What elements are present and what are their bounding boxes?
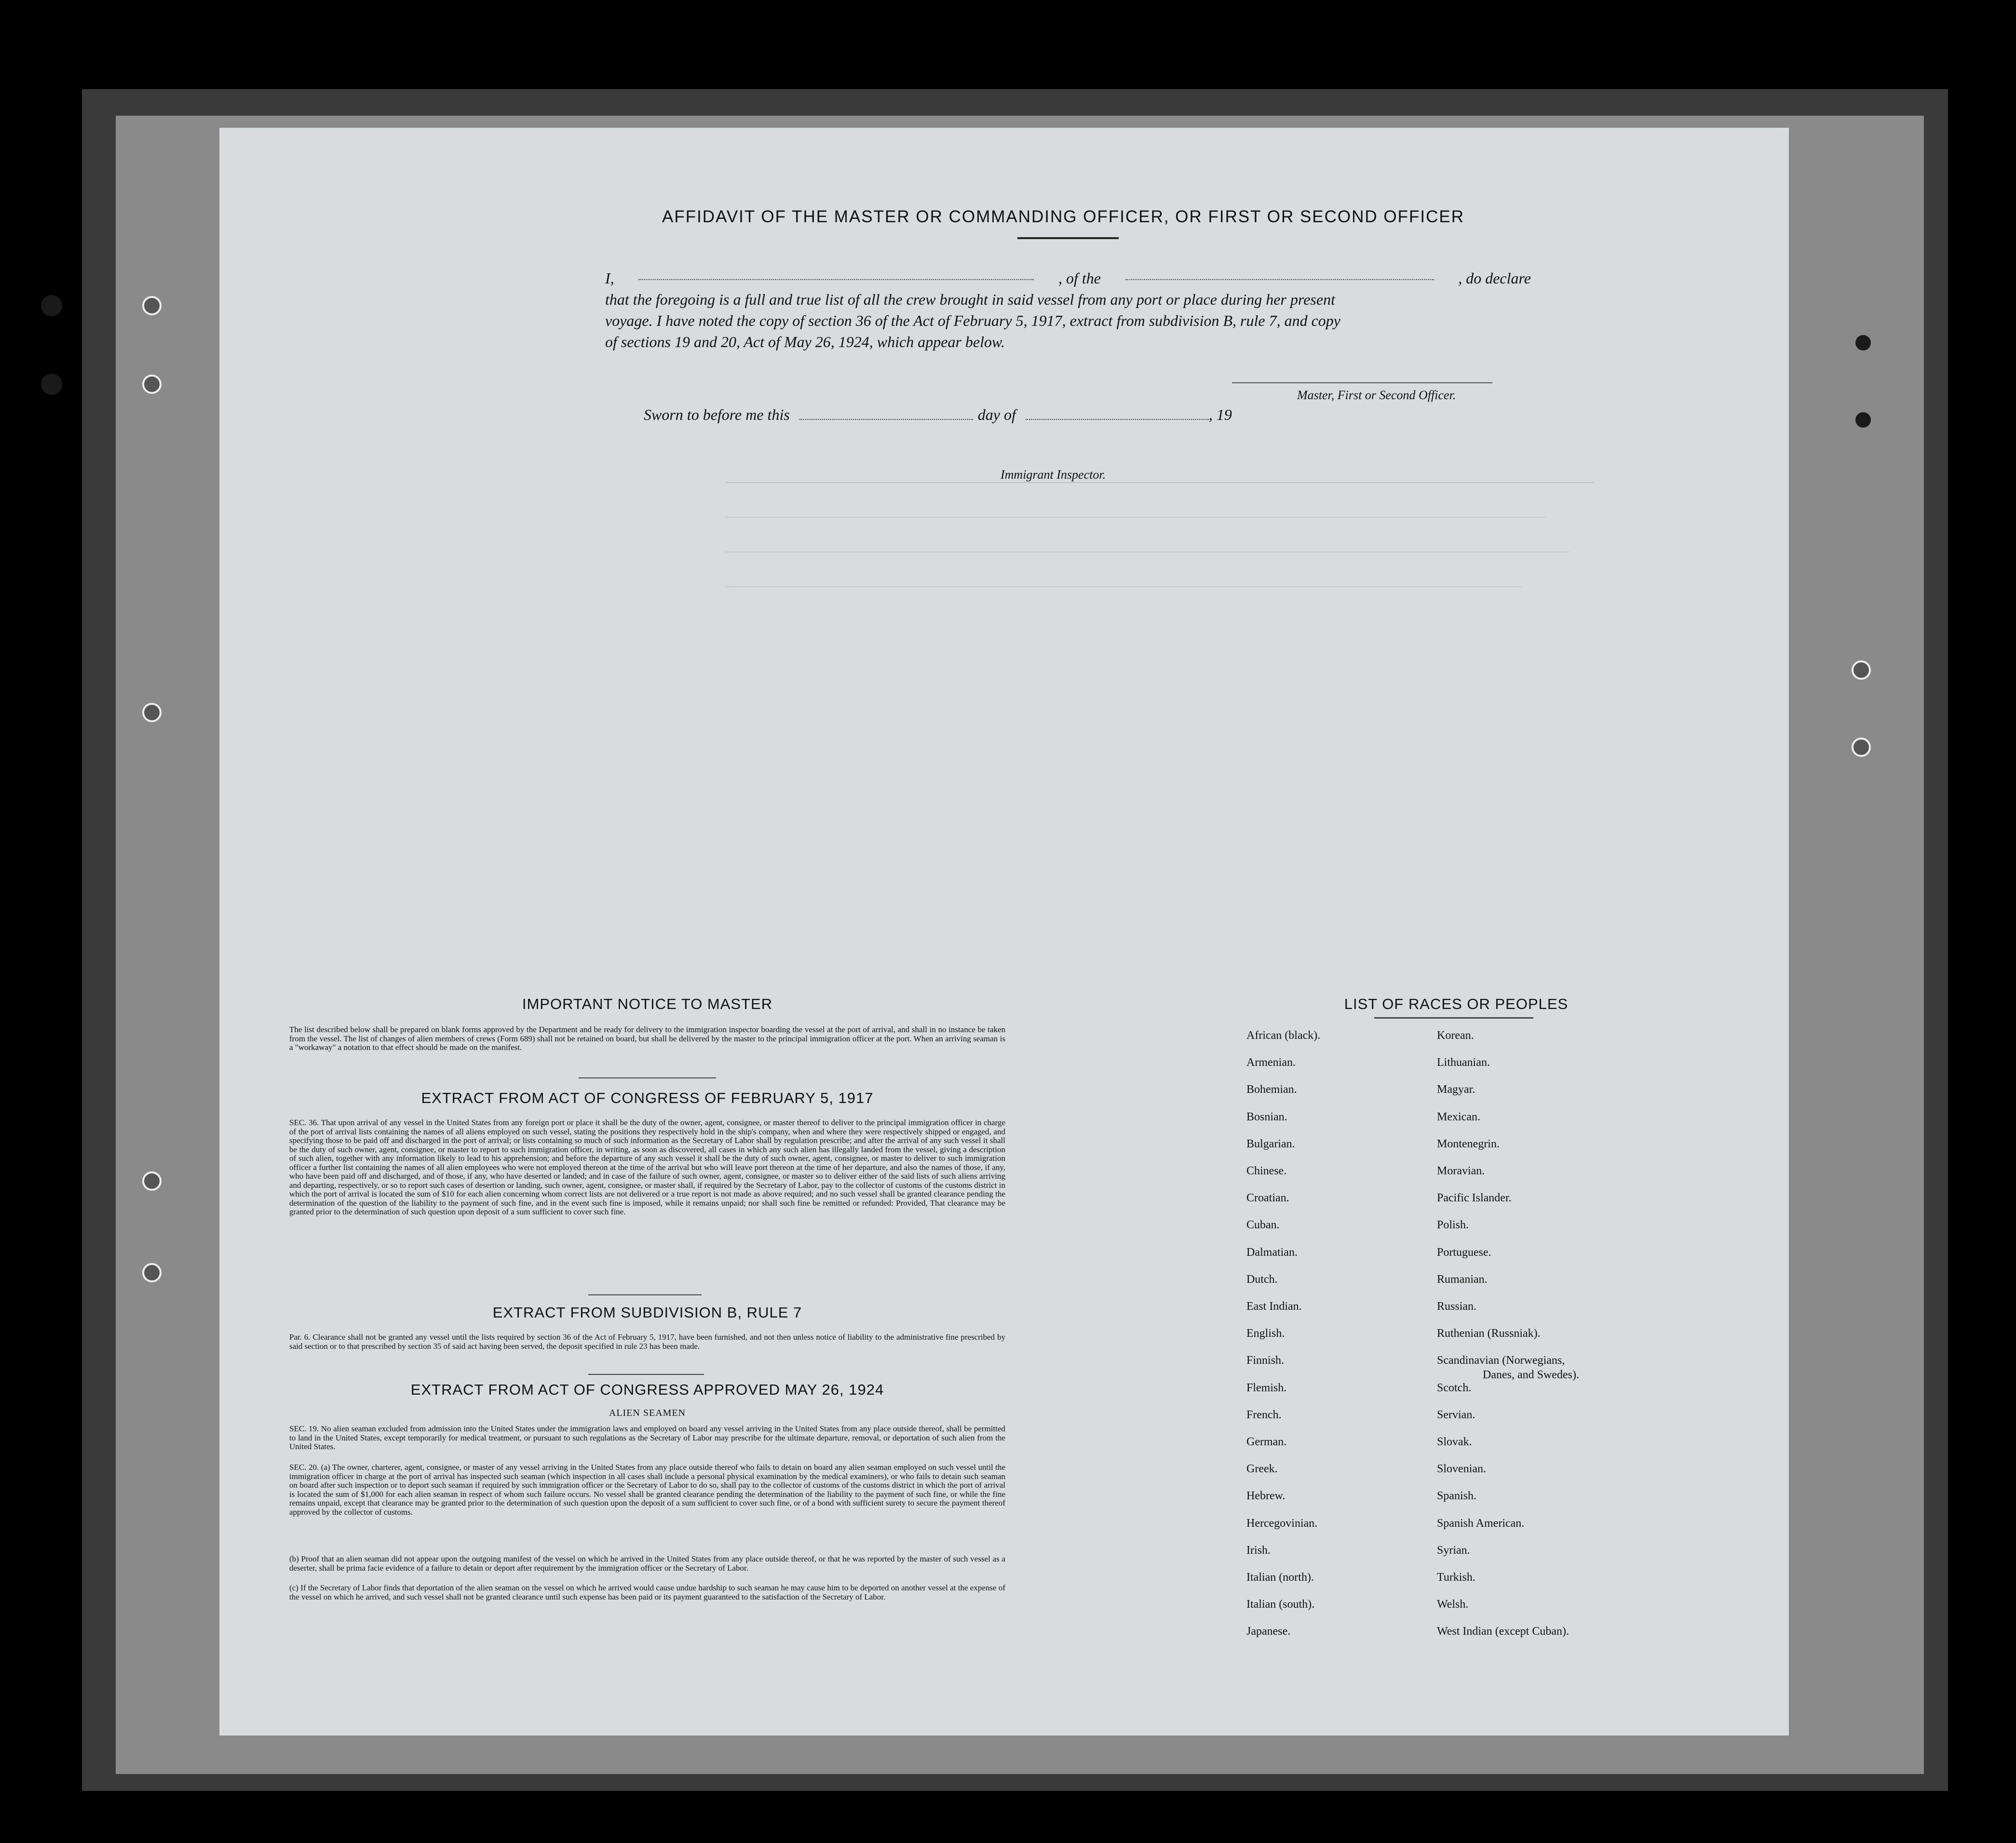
declaration-text [605,268,1531,352]
extract-1924-sec20b: (b) Proof that an alien seaman did not appear upon the outgoing manifest of the vessel on which he arrived in the United States from any place outside thereof, or that he was reported by the master of such vessel as a deserter, shall be prima facie evidence of a failure to detain or deport after requirement by the immigration officer or the Secretary of Labor. [289,1554,1005,1573]
race-item: Ruthenian (Russniak). [1437,1327,1541,1340]
notice-title: IMPORTANT NOTICE TO MASTER [522,995,773,1012]
race-item: Portuguese. [1437,1246,1491,1259]
declaration-line-1 [605,268,1531,289]
race-item: Cuban. [1246,1219,1280,1232]
race-item: Scotch. [1437,1381,1472,1394]
declaration-i: I, [605,269,614,287]
race-item: Scandinavian (Norwegians, [1437,1354,1565,1367]
race-item: Chinese. [1246,1165,1287,1177]
binder-ring-icon [142,1263,162,1282]
race-item: Dutch. [1246,1273,1278,1286]
extract-rule7-title: EXTRACT FROM SUBDIVISION B, RULE 7 [492,1304,802,1321]
race-item: Montenegrin. [1437,1137,1500,1150]
extract-rule7-body: Par. 6. Clearance shall not be granted any vessel until the lists required by section 36 of the Act of February 5, 1917, have been furnished, and not then unless notice of liability to the administrative fine prescribed by said section or to that prescribed by section 35 of said act having been served, the deposit specified in rule 23 has been made. [289,1332,1005,1351]
sworn-line [644,406,1319,424]
race-item: Russian. [1437,1300,1477,1313]
race-item: Welsh. [1437,1598,1469,1611]
race-item: Moravian. [1437,1165,1485,1177]
race-item: Turkish. [1437,1571,1475,1584]
declaration-do-declare: , do declare [1458,269,1531,287]
binder-hole [1855,335,1871,350]
declaration-line-2: that the foregoing is a full and true list of all the crew brought in said vessel from any port or place during her present [605,291,1335,308]
race-item: Spanish American. [1437,1517,1525,1530]
binder-hole [1855,412,1871,428]
race-item: Spanish. [1437,1490,1477,1503]
race-item: Pacific Islander. [1437,1192,1512,1205]
race-item: Greek. [1246,1463,1278,1476]
race-item: Magyar. [1437,1083,1475,1096]
notice-rule [579,1077,716,1078]
sworn-date-blank [799,407,973,420]
name-blank [638,268,1034,280]
binder-hole [41,295,62,316]
form-page [219,128,1789,1735]
race-item: Italian (north). [1246,1571,1314,1584]
extract-1924-title: EXTRACT FROM ACT OF CONGRESS APPROVED MAY 26, 1924 [410,1381,884,1398]
races-title: LIST OF RACES OR PEOPLES [1344,995,1569,1012]
extract-1924-sec20c: (c) If the Secretary of Labor finds that deportation of the alien seaman on the vessel on which he arrived would cause undue hardship to such seaman he may cause him to be deported on another vessel at the expense of the vessel on which he arrived, and such vessel shall not be granted clearance until such expense has been paid or its payment guaranteed to the satisfaction of the Secretary of Labor. [289,1583,1005,1601]
race-item: Flemish. [1246,1381,1287,1394]
race-item: African (black). [1246,1029,1321,1042]
race-item: Italian (south). [1246,1598,1315,1611]
binder-ring-icon [142,375,162,394]
race-item: Dalmatian. [1246,1246,1298,1259]
race-item: Syrian. [1437,1544,1470,1557]
race-item: Slovak. [1437,1436,1472,1448]
race-item: Irish. [1246,1544,1271,1557]
race-item: Hercegovinian. [1246,1517,1318,1530]
race-item: Lithuanian. [1437,1056,1490,1069]
race-item: French. [1246,1408,1282,1421]
extract-1917-rule [588,1294,702,1295]
race-item: Hebrew. [1246,1490,1285,1503]
affidavit-title: AFFIDAVIT OF THE MASTER OR COMMANDING OFFICER, OR FIRST OR SECOND OFFICER [662,207,1465,226]
race-item: East Indian. [1246,1300,1302,1313]
race-item: Bosnian. [1246,1110,1287,1123]
binder-ring-icon [142,1171,162,1191]
race-item: Danes, and Swedes). [1483,1369,1579,1382]
sworn-text: Sworn to before me this [644,406,790,423]
binder-ring-icon [1852,660,1871,680]
race-item: Polish. [1437,1219,1469,1232]
race-item: Armenian. [1246,1056,1296,1069]
race-item: Mexican. [1437,1110,1480,1123]
declaration-of-the: , of the [1058,269,1101,287]
binder-ring-icon [142,296,162,315]
declaration-line-3: voyage. I have noted the copy of section 36 of the Act of February 5, 1917, extract from subdivision B, rule 7, and copy [605,312,1340,329]
day-of-text: day of [977,406,1016,423]
binder-hole [41,374,62,395]
alien-seamen-subtitle: ALIEN SEAMEN [609,1408,686,1418]
binder-ring-icon [1852,738,1871,757]
race-item: Bulgarian. [1246,1137,1295,1150]
race-item: Japanese. [1246,1625,1291,1638]
bleed-through-marks [726,477,1690,1056]
race-item: Croatian. [1246,1192,1289,1205]
notice-body: The list described below shall be prepared on blank forms approved by the Department and be ready for delivery to the immigration inspector boarding the vessel at the port of arrival, and shall in no instance be taken from the vessel. The list of changes of alien members of crews (Form 689) shall not be retained on board, but shall be delivered by the master to the principal immigration officer at the port. When an arriving seaman is a "workaway" a notation to that effect should be made on the manifest. [289,1025,1005,1052]
extract-1924-sec20a: SEC. 20. (a) The owner, charterer, agent, consignee, or master of any vessel arriving in the United States from any place outside thereof who fails to detain on board any alien seaman employed on such vessel until the immigration officer in charge at the port of arrival has inspected such seaman (which inspection in all cases shall include a personal physical examination by the medical examiners), or who fails to detain such seaman on board after such inspection or to deport such seaman if required by such immigration officer or the Secretary of Labor to do so, shall pay to the collector of customs of the customs district in which the port of arrival is located the sum of $1,000 for each alien seaman in respect of whom such failure occurs. No vessel shall be granted clearance pending the determination of the liability to the payment of such fine, or while the fine remains unpaid, except that clearance may be granted prior to the determination of such question upon the deposit of a sum sufficient to cover such fine, or of a bond with sufficient surety to secure the payment thereof approved by the collector of customs. [289,1463,1005,1517]
vessel-blank [1125,268,1434,280]
race-item: Finnish. [1246,1354,1285,1367]
race-item: Slovenian. [1437,1463,1486,1476]
race-item: Servian. [1437,1408,1475,1421]
inspector-label: Immigrant Inspector. [1001,468,1106,482]
extract-1917-body: SEC. 36. That upon arrival of any vessel in the United States from any foreign port or place it shall be the duty of the owner, agent, consignee, or master thereof to deliver to the principal immigration officer in charge of the port of arrival lists containing the names of all aliens employed on such vessel, stating the positions they respectively hold in the ship's company, when and where they were respectively shipped or engaged, and specifying those to be paid off and discharged in the port of arrival; or lists containing so much of such information as the Secretary of Labor shall by regulation prescribe; and after the arrival of any such vessel it shall be the duty of such owner, agent, consignee, or master to report to such immigration officer, in writing, as soon as discovered, all cases in which any such alien has illegally landed from the vessel, giving a description of such alien, together with any information likely to lead to his apprehension; and before the departure of any such vessel it shall be the duty of such owner, agent, consignee, or master to deliver to such immigration officer a further list containing the names of all alien employees who were not employed thereon at the time of the arrival but who will leave port thereon at the time of her departure, and also the names of those, if any, who have been paid off and discharged, and of those, if any, who have deserted or landed; and in case of the failure of such owner, agent, consignee, or master so to deliver either of the said lists of such aliens arriving and departing, respectively, or so to report such cases of desertion or landing, such owner, agent, consignee, or master shall, if required by the Secretary of Labor, pay to the collector of customs of the customs district in which the port of arrival is located the sum of $10 for each alien concerning whom correct lists are not delivered or a true report is not made as above required; and no such vessel shall be granted clearance pending the determination of the question of the liability to the payment of such fine, and in the event such fine is imposed, while it remains unpaid; nor shall such fine be remitted or refunded: Provided, That clearance may be granted prior to the determination of such question upon deposit of a sum sufficient to cover such fine. [289,1118,1005,1216]
declaration-line-4: of sections 19 and 20, Act of May 26, 1924, which appear below. [605,333,1005,350]
race-item: Korean. [1437,1029,1474,1042]
races-rule [1374,1017,1533,1019]
race-item: English. [1246,1327,1285,1340]
race-item: Bohemian. [1246,1083,1297,1096]
title-rule [1017,237,1119,239]
race-item: German. [1246,1436,1287,1448]
year-text: , 19 [1208,406,1232,423]
master-label: Master, First or Second Officer. [1297,388,1456,402]
binder-ring-icon [142,703,162,722]
extract-1917-title: EXTRACT FROM ACT OF CONGRESS OF FEBRUARY 5, 1917 [421,1090,874,1106]
sworn-month-blank [1026,407,1209,420]
master-signature-line [1232,382,1492,383]
race-item: West Indian (except Cuban). [1437,1625,1569,1638]
race-item: Rumanian. [1437,1273,1488,1286]
extract-1924-sec19: SEC. 19. No alien seaman excluded from admission into the United States under the immigration laws and employed on board any vessel arriving in the United States from any place outside thereof, shall be permitted to land in the United States, except temporarily for medical treatment, or pursuant to such regulations as the Secretary of Labor may prescribe for the ultimate departure, removal, or deportation of such alien from the United States. [289,1424,1005,1451]
extract-rule7-rule [588,1374,704,1375]
